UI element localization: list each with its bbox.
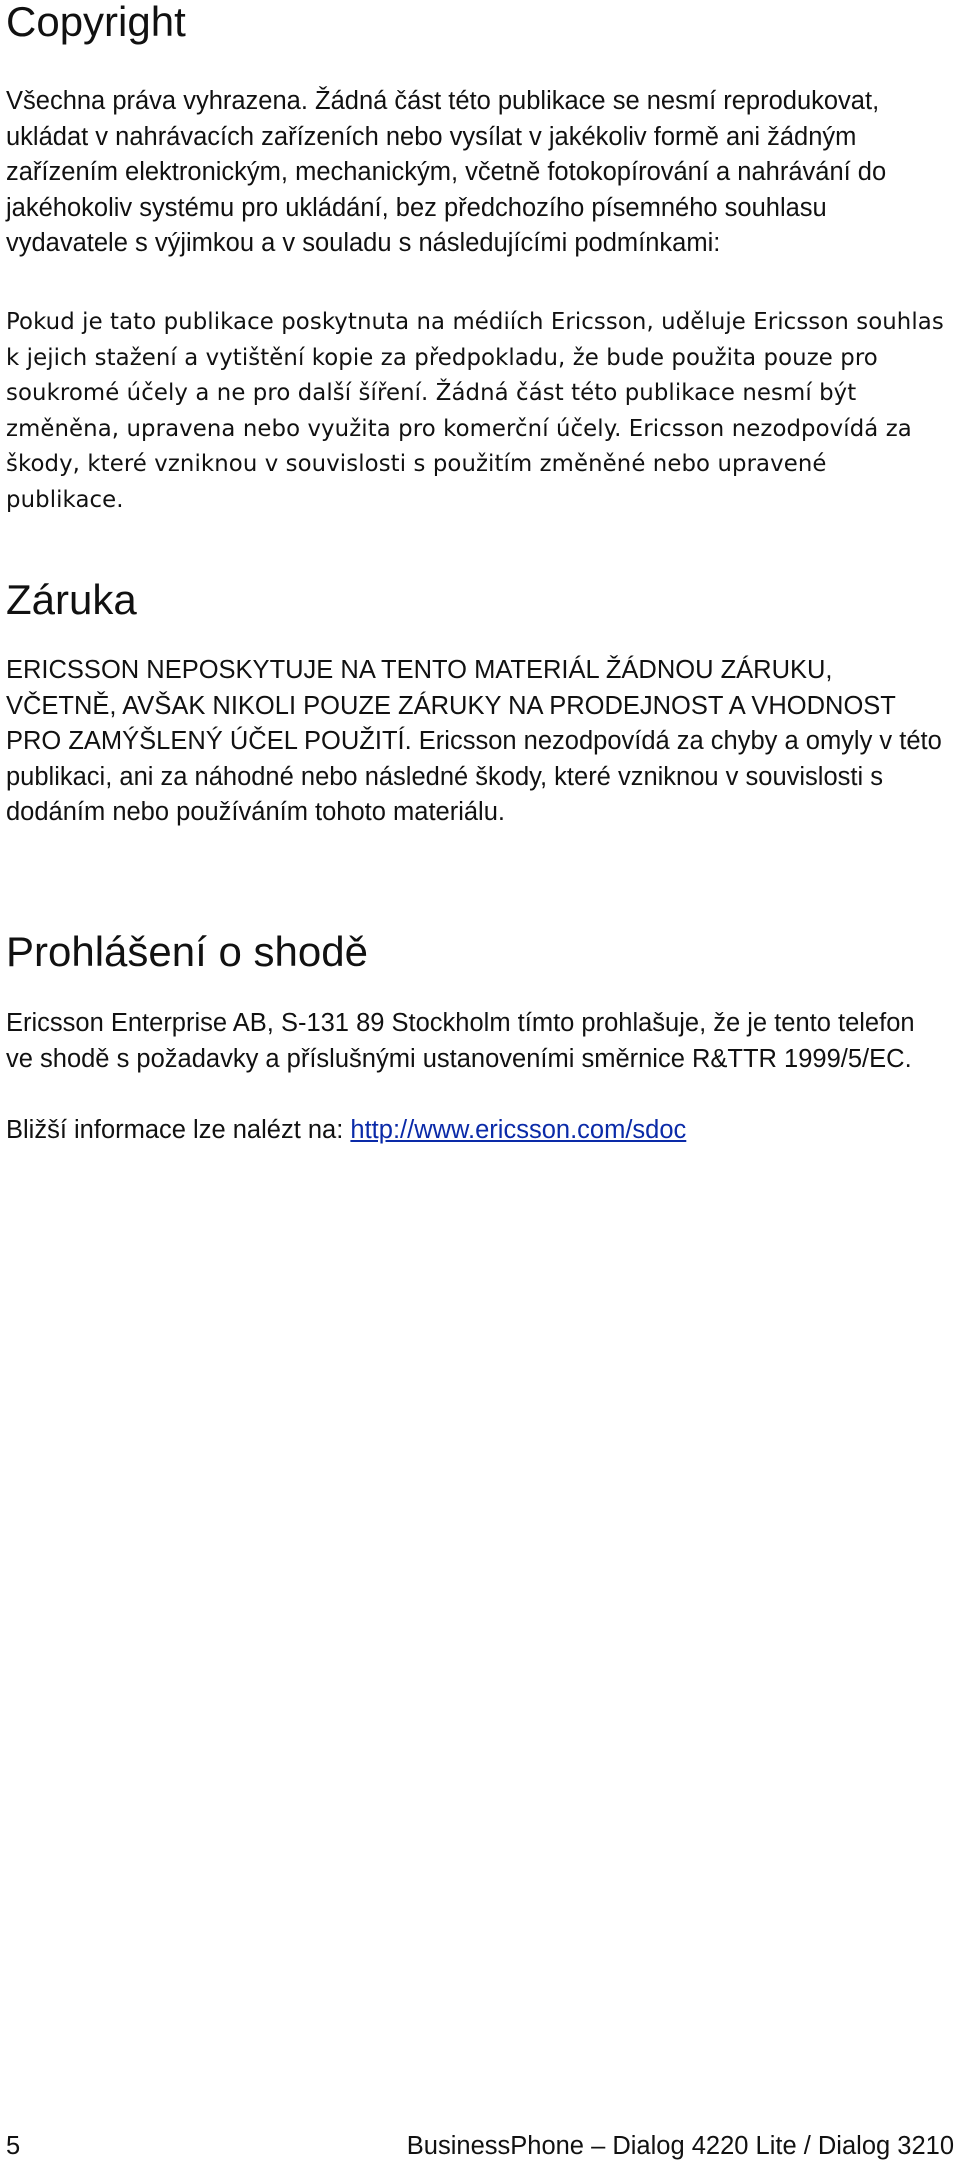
- copyright-paragraph: Všechna práva vyhrazena. Žádná část této publikace se nesmí reprodukovat, ukládat v nahrávacích zařízeních nebo vysílat v jakékoliv formě ani žádným zařízením elektronickým, mechanickým, včetně fotokopírování a nahrávání do jakéhokoliv systému pro ukládání, bez předchozího písemného souhlasu vydavatele s výjimkou a v souladu s následujícími podmínkami:: [6, 87, 887, 257]
- more-info-line: [6, 1113, 946, 1149]
- declaration-heading: Prohlášení o shodě: [6, 928, 368, 975]
- copyright-heading: Copyright: [6, 0, 186, 45]
- page-number: 5: [6, 2132, 21, 2160]
- warranty-paragraph: ERICSSON NEPOSKYTUJE NA TENTO MATERIÁL ŽÁDNOU ZÁRUKU, VČETNĚ, AVŠAK NIKOLI POUZE ZÁRUKY NA PRODEJNOST A VHODNOST PRO ZAMÝŠLENÝ ÚČEL POUŽITÍ. Ericsson nezodpovídá za chyby a omyly v této publikaci, ani za náhodné nebo následné škody, které vzniknou v souvislosti s dodáním nebo používáním tohoto materiálu.: [6, 656, 942, 826]
- page-footer: [0, 2130, 960, 2170]
- sdoc-link[interactable]: http://www.ericsson.com/sdoc: [350, 1116, 687, 1144]
- document-title: BusinessPhone – Dialog 4220 Lite / Dialog 3210: [406, 2132, 954, 2160]
- more-info-prefix: Bližší informace lze nalézt na:: [6, 1116, 351, 1144]
- ericsson-media-paragraph: Pokud je tato publikace poskytnuta na médiích Ericsson, uděluje Ericsson souhlas k jejich stažení a vytištění kopie za předpokladu, že bude použita pouze pro soukromé účely a ne pro další šíření. Žádná část této publikace nesmí být změněna, upravena nebo využita pro komerční účely. Ericsson nezodpovídá za škody, které vzniknou v souvislosti s použitím změněné nebo upravené publikace.: [6, 309, 944, 513]
- warranty-heading: Záruka: [6, 576, 137, 623]
- declaration-paragraph: Ericsson Enterprise AB, S-131 89 Stockholm tímto prohlašuje, že je tento telefon ve shodě s požadavky a příslušnými ustanoveními směrnice R&TTR 1999/5/EC.: [6, 1009, 915, 1073]
